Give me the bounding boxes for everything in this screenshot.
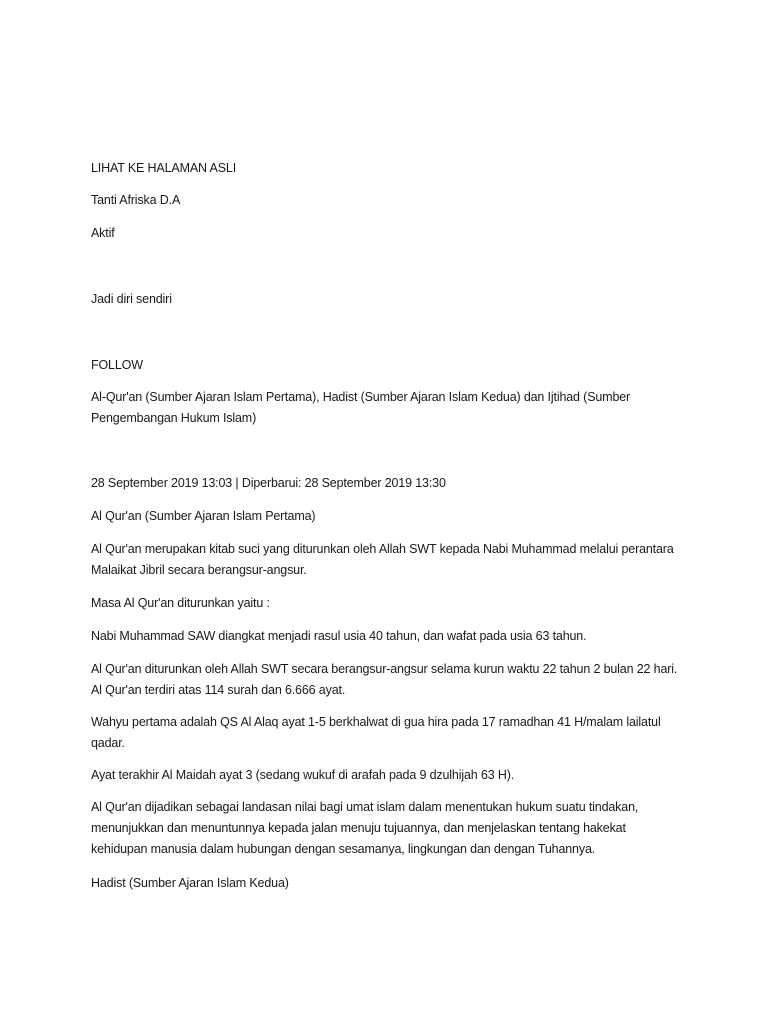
section-heading-quran: Al Qur'an (Sumber Ajaran Islam Pertama) (91, 509, 316, 523)
paragraph: Nabi Muhammad SAW diangkat menjadi rasul usia 40 tahun, dan wafat pada usia 63 tahun. (91, 629, 587, 643)
author-status: Aktif (91, 226, 115, 240)
paragraph: Wahyu pertama adalah QS Al Alaq ayat 1-5 berkhalwat di gua hira pada 17 ramadhan 41 H/malam lailatul qadar. (91, 715, 661, 750)
article-title: Al-Qur'an (Sumber Ajaran Islam Pertama), Hadist (Sumber Ajaran Islam Kedua) dan Ijtihad (Sumber Pengembangan Hukum Islam) (91, 390, 631, 425)
paragraph: Ayat terakhir Al Maidah ayat 3 (sedang wukuf di arafah pada 9 dzulhijah 63 H). (91, 768, 515, 782)
paragraph: Al Qur'an diturunkan oleh Allah SWT secara berangsur-angsur selama kurun waktu 22 tahun 2 bulan 22 hari. Al Qur'an terdiri atas 114 surah dan 6.666 ayat. (91, 662, 678, 697)
paragraph: Masa Al Qur'an diturunkan yaitu : (91, 596, 270, 610)
author-tagline: Jadi diri sendiri (91, 292, 172, 306)
view-original-link[interactable]: LIHAT KE HALAMAN ASLI (91, 161, 237, 175)
section-heading-hadist: Hadist (Sumber Ajaran Islam Kedua) (91, 876, 289, 890)
author-name[interactable]: Tanti Afriska D.A (91, 193, 181, 207)
follow-button[interactable]: FOLLOW (91, 358, 143, 372)
article-dateline: 28 September 2019 13:03 | Diperbarui: 28 September 2019 13:30 (91, 476, 446, 490)
paragraph: Al Qur'an merupakan kitab suci yang diturunkan oleh Allah SWT kepada Nabi Muhammad melalui perantara Malaikat Jibril secara berangsur-angsur. (91, 542, 674, 577)
paragraph: Al Qur'an dijadikan sebagai landasan nilai bagi umat islam dalam menentukan hukum suatu tindakan, menunjukkan dan menuntunnya kepada jalan menuju tujuannya, dan menjelaskan tentang hakekat kehidupan manusia dalam hubungan dengan sesamanya, lingkungan dan dengan Tuhannya. (91, 800, 639, 856)
